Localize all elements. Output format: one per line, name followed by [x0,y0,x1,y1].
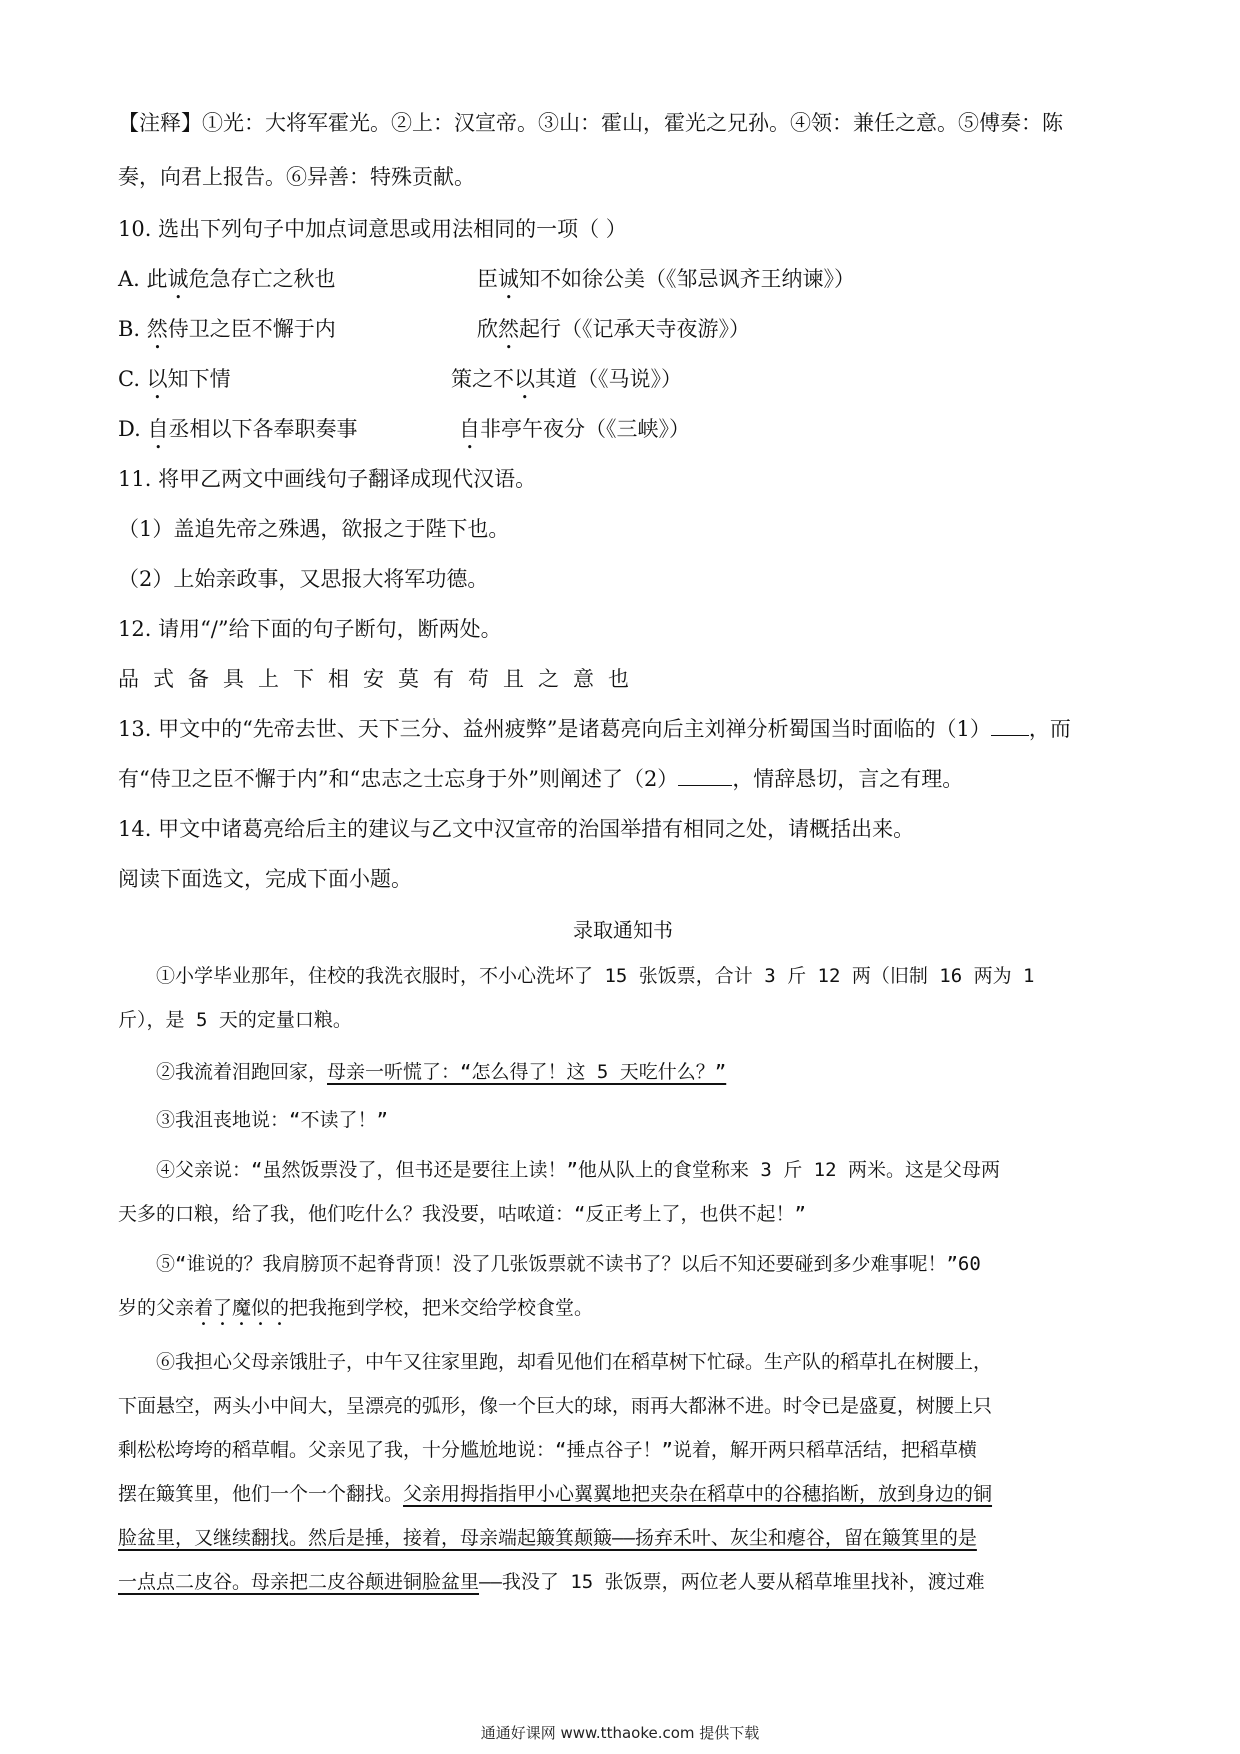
option-b-left-pre: B. [118,317,147,341]
option-d-left-pre: D. [118,417,148,441]
option-a-right-post: 知不如徐公美（《邹忌讽齐王纳谏》） [519,267,855,291]
answer-blank-2[interactable] [678,765,732,786]
option-c-right-post: 其道（《马说》） [535,367,682,391]
option-c-left-pre: C. [118,367,147,391]
option-b-right-dotted-word: 然 [498,317,519,341]
story-p6-line-5 [118,1516,1128,1560]
page-footer: 通通好课网 www.tthaoke.com 提供下载 [480,1724,760,1742]
option-a-right-pre: 臣 [477,267,498,291]
option-b-left-dotted-word: 然 [146,317,168,341]
option-d-left-dotted-word: 自 [147,417,169,441]
story-p5-dotted-phrase: 着了魔似的 [194,1297,290,1319]
annotation-notes [118,96,1128,204]
option-c-left-post: 知下情 [167,367,231,391]
question-11 [118,454,1128,604]
option-a-left-post: 危急存亡之秋也 [188,267,336,291]
option-b-right-post: 起行（《记承天寺夜游》） [519,317,750,341]
question-11-stem: 11. 将甲乙两文中画线句子翻译成现代汉语。 [118,467,537,491]
story-p1-line-1: ①小学毕业那年，住校的我洗衣服时，不小心洗坏了 15 张饭票，合计 3 斤 12 两（旧制 16 两为 1 [156,965,1035,987]
reading-intro: 阅读下面选文，完成下面小题。 [118,867,412,891]
story-p6-line-4-text: 摆在簸箕里，他们一个一个翻找。 [118,1483,404,1505]
option-b-right-pre: 欣 [477,317,498,341]
story-p2-underlined: 母亲一听慌了：“怎么得了！这 5 天吃什么？” [327,1061,727,1083]
story-p4-line-1: ④父亲说：“虽然饭票没了，但书还是要往上读！”他从队上的食堂称来 3 斤 12 两米。这是父母两 [156,1159,1000,1181]
story-p5-tail: 把我拖到学校，把米交给学校食堂。 [289,1297,594,1319]
story-p6-line-2: 下面悬空，两头小中间大，呈漂亮的弧形，像一个巨大的球，雨再大都淋不进。时令已是盛夏，树腰上只 [118,1395,993,1417]
option-d-right-post: 非亭午夜分（《三峡》） [480,417,690,441]
question-13-line-2-tail: ，情辞恳切，言之有理。 [732,767,964,791]
answer-blank-1[interactable] [991,715,1029,736]
question-10-stem: 10. 选出下列句子中加点词意思或用法相同的一项（ ） [118,217,627,241]
question-12-stem: 12. 请用“/”给下面的句子断句，断两处。 [118,617,502,641]
story-p3: ③我沮丧地说：“不读了！” [156,1109,388,1131]
page-content [118,96,1128,1604]
question-12-sentence: 品式备具上下相安莫有苟且之意也 [118,667,643,691]
story-p6-line-6-tail: ——我没了 15 张饭票，两位老人要从稻草堆里找补，渡过难 [479,1571,985,1593]
notes-line-2: 奏，向君上报告。⑥异善：特殊贡献。 [118,165,475,189]
option-b [118,304,1128,354]
option-b-left-post: 侍卫之臣不懈于内 [167,317,336,341]
question-11-item-1: （1）盖追先帝之殊遇，欲报之于陛下也。 [118,517,510,541]
story-p6-line-1: ⑥我担心父母亲饿肚子，中午又往家里跑，却看见他们在稻草树下忙碌。生产队的稻草扎在树腰上， [156,1351,993,1373]
story-p1-line-2: 斤），是 5 天的定量口粮。 [118,1009,352,1031]
question-13-line-1 [118,704,1128,754]
question-13-line-1-text: 13. 甲文中的“先帝去世、天下三分、益州疲弊”是诸葛亮向后主刘禅分析蜀国当时面临的（1） [118,717,991,741]
option-c-right-pre: 策之不 [451,367,514,391]
option-c [118,354,1128,404]
story-p5-line-2 [118,1286,1128,1330]
story-title: 录取通知书 [573,918,673,942]
story-p2-text: ②我流着泪跑回家， [156,1061,328,1083]
story-p5-text: 岁的父亲 [118,1297,195,1319]
option-c-left-dotted-word: 以 [146,367,168,391]
question-11-item-2: （2）上始亲政事，又思报大将军功德。 [118,567,489,591]
notes-line-1: 【注释】①光：大将军霍光。②上：汉宣帝。③山：霍山，霍光之兄孙。④领：兼任之意。⑤傅奏：陈 [118,111,1063,135]
question-13-line-1-tail: ，而 [1028,717,1071,741]
story-body [118,954,1128,1604]
story-p6-line-4-underlined: 父亲用拇指指甲小心翼翼地把夹杂在稻草中的谷穗掐断，放到身边的铜 [403,1483,993,1505]
option-a-right-dotted-word: 诚 [498,267,519,291]
option-a-left-dotted-word: 诚 [167,267,189,291]
question-12 [118,604,1128,704]
option-c-right-dotted-word: 以 [514,367,535,391]
option-d [118,404,1128,454]
story-p4-line-2: 天多的口粮，给了我，他们吃什么？我没要，咕哝道：“反正考上了，也供不起！” [118,1203,806,1225]
option-d-left-post: 丞相以下各奉职奏事 [168,417,358,441]
question-10 [118,204,1128,454]
story-p5-line-1: ⑤“谁说的？我肩膀顶不起脊背顶！没了几张饭票就不读书了？以后不知还要碰到多少难事呢！”60 [156,1253,981,1275]
story-p6-line-6-underlined: 一点点二皮谷。母亲把二皮谷颠进铜脸盆里 [118,1571,480,1593]
question-14-stem: 14. 甲文中诸葛亮给后主的建议与乙文中汉宣帝的治国举措有相同之处，请概括出来。 [118,817,915,841]
story-p6-line-6 [118,1560,1128,1604]
story-p2 [118,1050,1128,1094]
story-p6-line-3: 剩松松垮垮的稻草帽。父亲见了我，十分尴尬地说：“捶点谷子！”说着，解开两只稻草活结，把稻草横 [118,1439,977,1461]
question-13-line-2 [118,754,1128,804]
story-p6-line-4 [118,1472,1128,1516]
story-p6-line-5-underlined: 脸盆里，又继续翻找。然后是捶，接着，母亲端起簸箕颠簸——扬弃禾叶、灰尘和瘪谷，留在簸箕里的是 [118,1527,977,1549]
option-a-left-pre: A. 此 [118,267,168,291]
question-13-line-2-text: 有“侍卫之臣不懈于内”和“忠志之士忘身于外”则阐述了（2） [118,767,679,791]
option-d-right-dotted-word: 自 [459,417,480,441]
question-13 [118,704,1128,804]
option-a [118,254,1128,304]
question-14 [118,804,1128,854]
